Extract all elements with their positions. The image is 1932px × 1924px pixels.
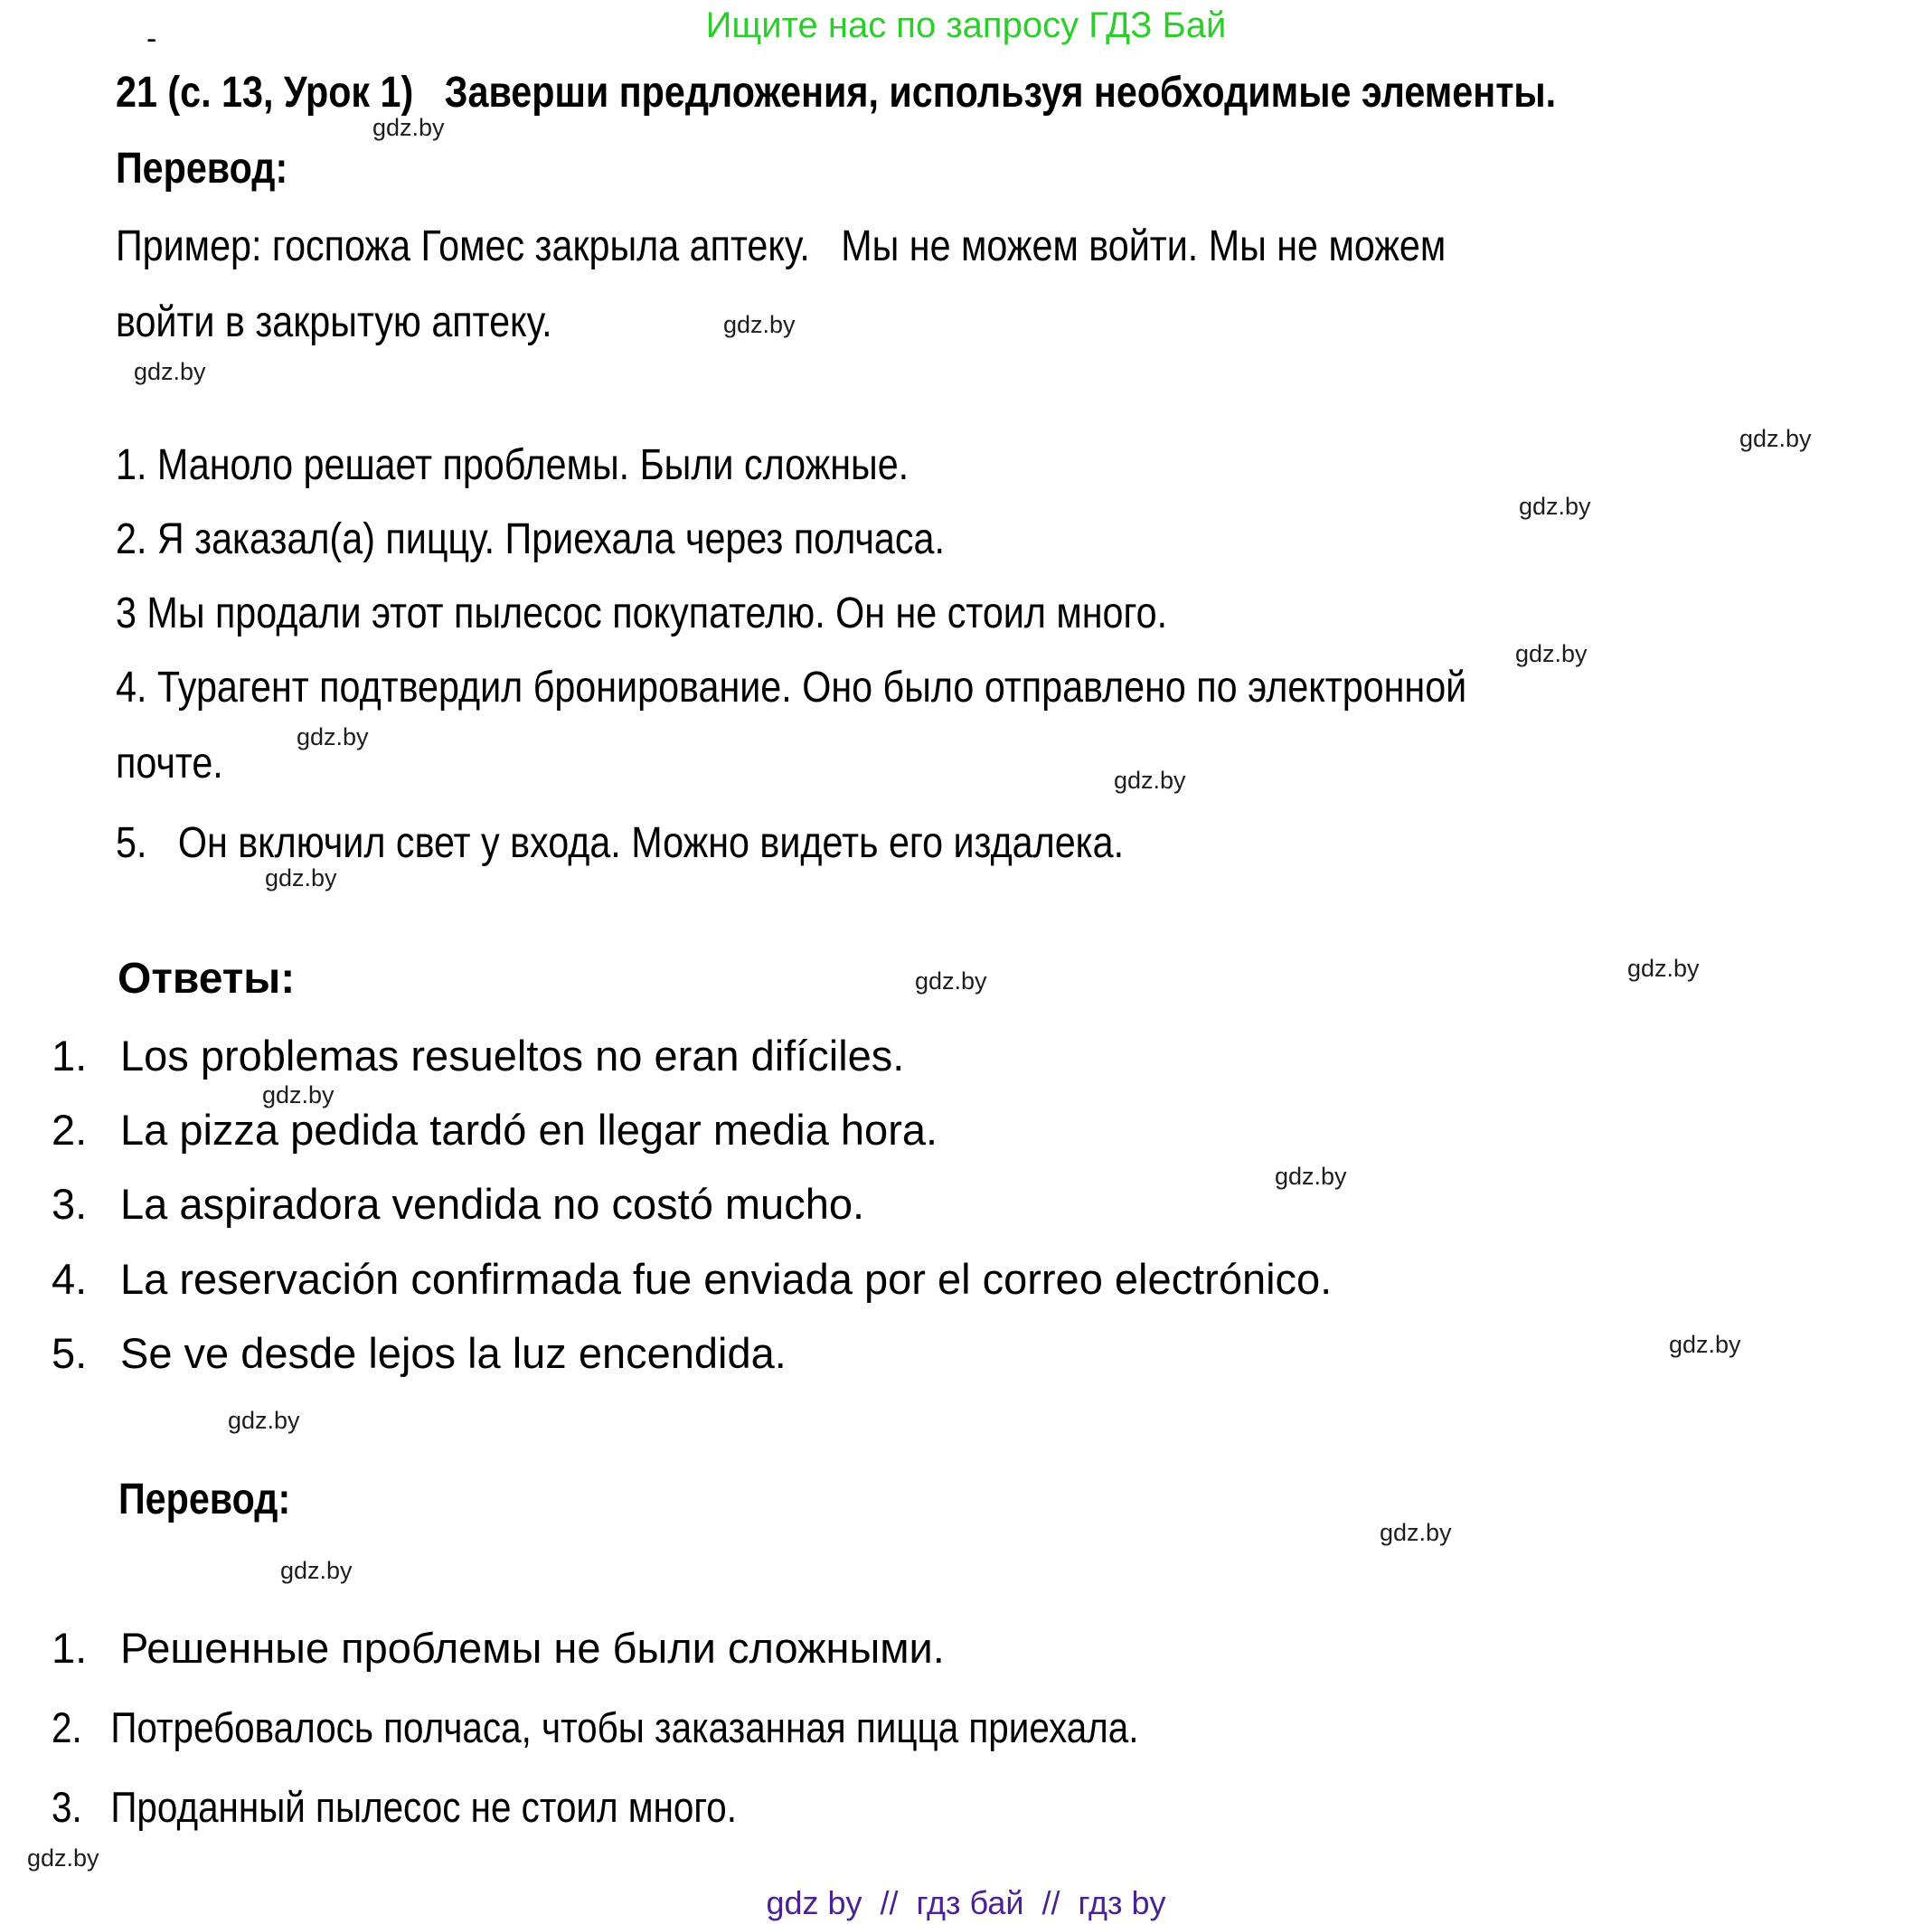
answer-es-2 — [52, 1107, 938, 1155]
gdzby-watermark: gdz.by — [1114, 767, 1186, 794]
translation-ru-1-num: 1. — [52, 1624, 88, 1672]
answer-es-4 — [52, 1256, 1332, 1304]
promo-banner: Ищите нас по запросу ГДЗ Бай — [705, 5, 1227, 45]
gdzby-watermark: gdz.by — [1669, 1331, 1741, 1358]
gdzby-watermark: gdz.by — [280, 1557, 353, 1584]
stray-dash: - — [146, 22, 157, 56]
exercise-title: 21 (с. 13, Урок 1) Заверши предложения, используя необходимые элементы. — [116, 69, 1557, 117]
gdzby-watermark: gdz.by — [297, 723, 369, 750]
answer-es-1-text: Los problemas resueltos no eran difíciles. — [120, 1032, 905, 1080]
answer-es-3-num: 3. — [52, 1180, 88, 1228]
task-ru-4: 4. Турагент подтвердил бронирование. Оно было отправлено по электронной — [116, 664, 1467, 712]
translation-heading-2: Перевод: — [118, 1476, 291, 1523]
gdzby-watermark: gdz.by — [372, 114, 445, 141]
gdzby-watermark: gdz.by — [262, 1081, 335, 1108]
gdzby-watermark: gdz.by — [1275, 1163, 1347, 1190]
answer-es-3-text: La aspiradora vendida no costó mucho. — [120, 1180, 865, 1228]
gdzby-watermark: gdz.by — [723, 311, 796, 338]
answer-es-5 — [52, 1330, 787, 1378]
answer-es-2-text: La pizza pedida tardó en llegar media hora. — [120, 1106, 938, 1154]
example-line-1: Пример: госпожа Гомес закрыла аптеку. Мы не можем войти. Мы не можем — [116, 222, 1447, 270]
task-ru-1: 1. Маноло решает проблемы. Были сложные. — [116, 441, 909, 489]
answer-es-3 — [52, 1181, 864, 1229]
gdzby-watermark: gdz.by — [27, 1844, 99, 1872]
task-ru-3: 3 Мы продали этот пылесос покупателю. Он не стоил много. — [116, 589, 1168, 637]
translation-ru-2-num: 2. — [52, 1703, 82, 1751]
answer-es-2-num: 2. — [52, 1106, 88, 1154]
gdzby-watermark: gdz.by — [1515, 640, 1588, 667]
answer-es-1 — [52, 1033, 904, 1080]
gdzby-watermark: gdz.by — [228, 1407, 300, 1434]
gdzby-watermark: gdz.by — [915, 967, 987, 995]
translation-ru-2-text: Потребовалось полчаса, чтобы заказанная пицца приехала. — [110, 1703, 1139, 1751]
site-footer: gdz by // гдз бай // гдз by — [766, 1884, 1166, 1921]
task-ru-5: 5. Он включил свет у входа. Можно видеть его издалека. — [116, 819, 1125, 867]
gdzby-watermark: gdz.by — [1739, 425, 1812, 452]
translation-ru-2 — [52, 1704, 1138, 1752]
gdzby-watermark: gdz.by — [1519, 493, 1591, 520]
translation-ru-3 — [52, 1784, 737, 1832]
translation-ru-1-text: Решенные проблемы не были сложными. — [120, 1624, 945, 1672]
translation-ru-3-text: Проданный пылесос не стоил много. — [110, 1783, 737, 1831]
answer-es-4-num: 4. — [52, 1255, 88, 1303]
answer-es-4-text: La reservación confirmada fue enviada por el correo electrónico. — [120, 1255, 1333, 1303]
translation-ru-3-num: 3. — [52, 1783, 82, 1831]
task-ru-2: 2. Я заказал(а) пиццу. Приехала через полчаса. — [116, 515, 945, 563]
answer-es-5-text: Se ve desde lejos la luz encendida. — [120, 1329, 787, 1377]
gdzby-watermark: gdz.by — [1380, 1519, 1452, 1546]
answer-es-1-num: 1. — [52, 1032, 88, 1080]
answers-heading: Ответы: — [118, 955, 296, 1003]
gdzby-watermark: gdz.by — [134, 358, 206, 385]
translation-ru-1 — [52, 1625, 945, 1673]
translation-heading-1: Перевод: — [116, 145, 288, 193]
example-line-2: войти в закрытую аптеку. — [116, 298, 552, 346]
answer-es-5-num: 5. — [52, 1329, 88, 1377]
task-ru-4b: почте. — [116, 740, 223, 788]
gdzby-watermark: gdz.by — [1627, 955, 1700, 982]
gdzby-watermark: gdz.by — [265, 864, 337, 891]
